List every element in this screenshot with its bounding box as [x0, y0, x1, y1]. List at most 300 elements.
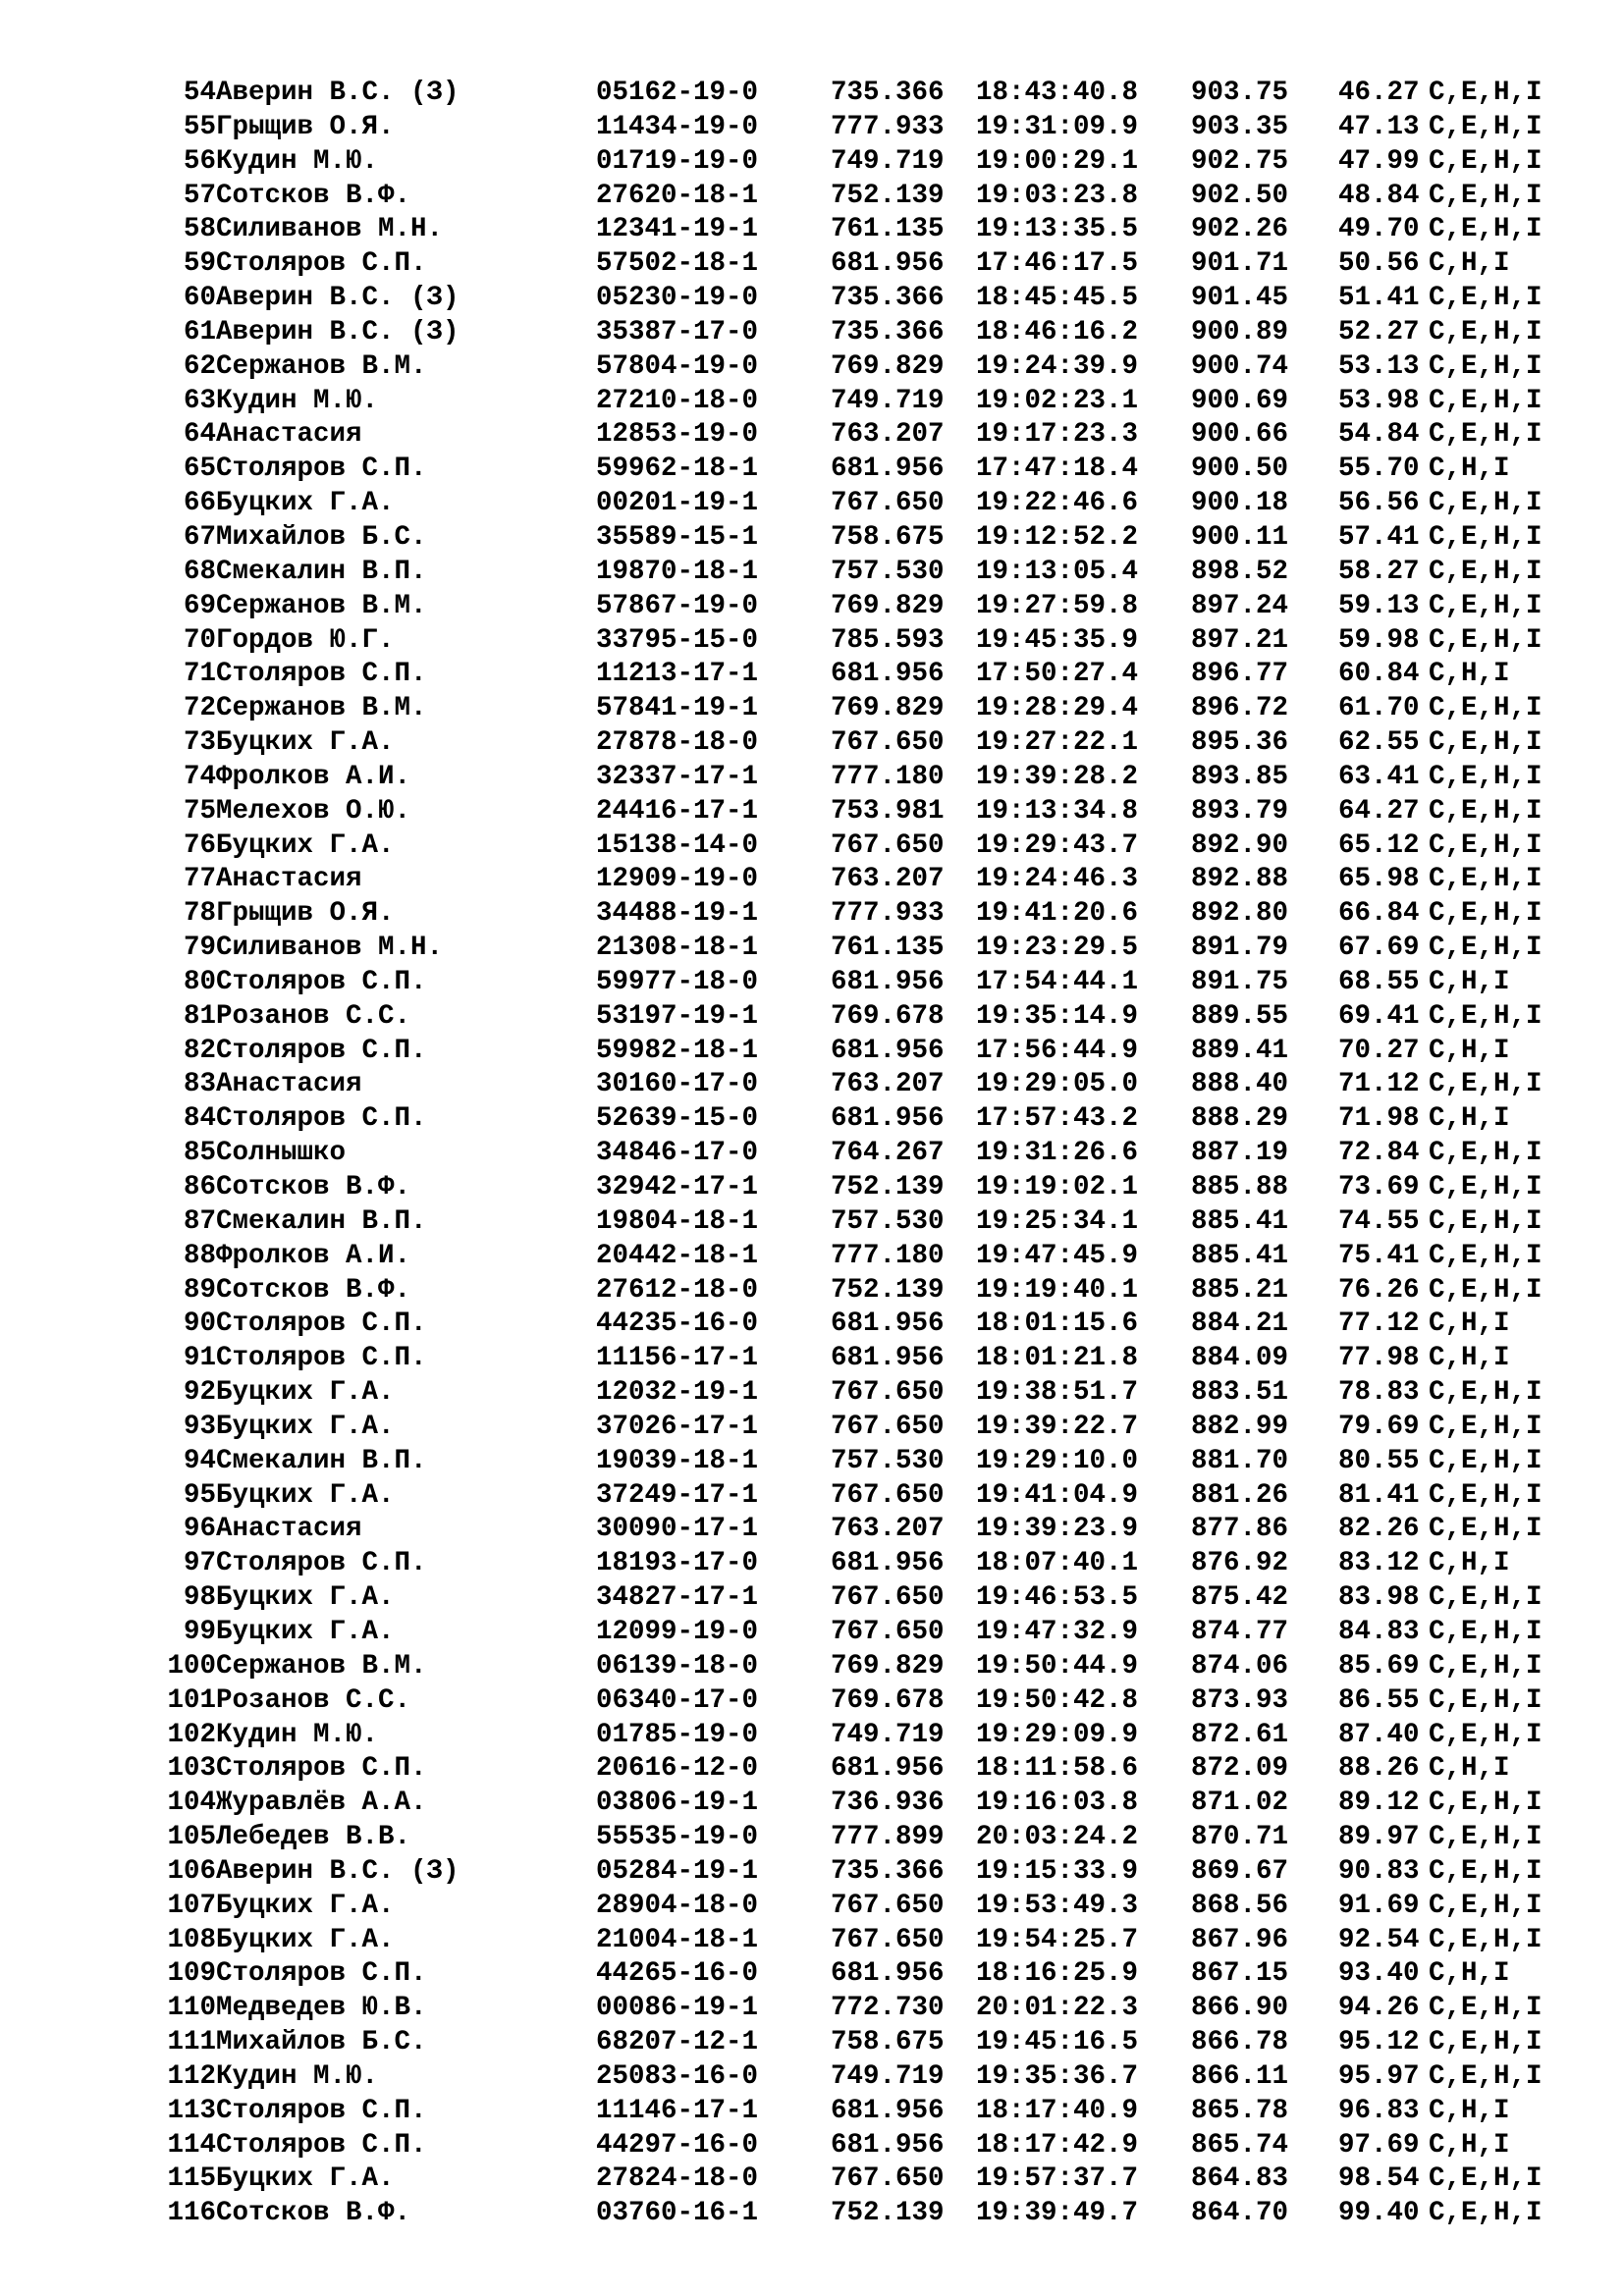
arrival-time: 19:47:45.9: [976, 1240, 1139, 1271]
position-number: 99: [183, 1616, 216, 1647]
distance-km: 777.899: [831, 1822, 945, 1853]
flags: C,E,H,I: [1429, 1138, 1543, 1169]
participant-name: Буцких Г.А.: [216, 2163, 395, 2195]
distance-km: 758.675: [831, 2027, 945, 2058]
distance-km: 767.650: [831, 1411, 945, 1442]
flags: C,E,H,I: [1429, 1514, 1543, 1545]
points: 73.69: [1338, 1172, 1420, 1202]
flags: C,E,H,I: [1429, 761, 1543, 792]
position-number: 102: [167, 1719, 216, 1750]
participant-name: Фролков А.И.: [216, 1240, 411, 1271]
flags: C,E,H,I: [1429, 385, 1543, 416]
points: 71.12: [1338, 1069, 1420, 1100]
speed-m-per-min: 900.11: [1191, 521, 1289, 553]
participant-name: Столяров С.П.: [216, 1958, 427, 1990]
position-number: 116: [167, 2198, 216, 2229]
speed-m-per-min: 885.41: [1191, 1240, 1289, 1271]
distance-km: 749.719: [831, 2060, 945, 2092]
distance-km: 767.650: [831, 1616, 945, 1647]
flags: C,E,H,I: [1429, 521, 1543, 553]
arrival-time: 19:27:22.1: [976, 727, 1139, 759]
ring-number: 12853-19-0: [596, 419, 759, 451]
position-number: 107: [167, 1890, 216, 1921]
points: 65.98: [1338, 864, 1420, 895]
points: 83.98: [1338, 1582, 1420, 1614]
points: 94.26: [1338, 1993, 1420, 2024]
speed-m-per-min: 902.75: [1191, 145, 1289, 177]
flags: C,E,H,I: [1429, 1445, 1543, 1476]
position-number: 100: [167, 1650, 216, 1682]
participant-name: Кудин М.Ю.: [216, 2060, 379, 2092]
flags: C,E,H,I: [1429, 829, 1543, 861]
points: 59.13: [1338, 590, 1420, 621]
arrival-time: 19:29:10.0: [976, 1445, 1139, 1476]
ring-number: 27620-18-1: [596, 180, 759, 211]
ring-number: 33795-15-0: [596, 624, 759, 656]
ring-number: 57502-18-1: [596, 248, 759, 280]
distance-km: 752.139: [831, 180, 945, 211]
speed-m-per-min: 866.11: [1191, 2060, 1289, 2092]
distance-km: 767.650: [831, 2163, 945, 2195]
points: 77.12: [1338, 1308, 1420, 1340]
speed-m-per-min: 888.40: [1191, 1069, 1289, 1100]
flags: C,E,H,I: [1429, 624, 1543, 656]
flags: C,E,H,I: [1429, 933, 1543, 964]
points: 80.55: [1338, 1445, 1420, 1476]
ring-number: 27210-18-0: [596, 385, 759, 416]
flags: C,E,H,I: [1429, 1855, 1543, 1887]
arrival-time: 17:56:44.9: [976, 1035, 1139, 1066]
position-number: 92: [183, 1377, 216, 1409]
speed-m-per-min: 871.02: [1191, 1788, 1289, 1819]
arrival-time: 19:12:52.2: [976, 521, 1139, 553]
arrival-time: 18:43:40.8: [976, 78, 1139, 108]
arrival-time: 19:47:32.9: [976, 1616, 1139, 1647]
flags: C,E,H,I: [1429, 1993, 1543, 2024]
distance-km: 681.956: [831, 2095, 945, 2126]
speed-m-per-min: 881.26: [1191, 1479, 1289, 1511]
arrival-time: 19:29:09.9: [976, 1719, 1139, 1750]
ring-number: 19870-18-1: [596, 556, 759, 587]
points: 95.12: [1338, 2027, 1420, 2058]
participant-name: Кудин М.Ю.: [216, 1719, 379, 1750]
ring-number: 37249-17-1: [596, 1479, 759, 1511]
arrival-time: 19:17:23.3: [976, 419, 1139, 451]
position-number: 114: [167, 2129, 216, 2161]
flags: C,H,I: [1429, 1308, 1510, 1340]
ring-number: 18193-17-0: [596, 1548, 759, 1579]
arrival-time: 19:19:40.1: [976, 1274, 1139, 1306]
arrival-time: 19:24:46.3: [976, 864, 1139, 895]
distance-km: 681.956: [831, 966, 945, 997]
position-number: 68: [183, 556, 216, 587]
flags: C,E,H,I: [1429, 1582, 1543, 1614]
participant-name: Буцких Г.А.: [216, 1616, 395, 1647]
arrival-time: 18:17:40.9: [976, 2095, 1139, 2126]
participant-name: Буцких Г.А.: [216, 1924, 395, 1955]
speed-m-per-min: 903.75: [1191, 78, 1289, 108]
participant-name: Анастасия: [216, 1069, 362, 1100]
arrival-time: 19:25:34.1: [976, 1205, 1139, 1237]
position-number: 93: [183, 1411, 216, 1442]
ring-number: 19039-18-1: [596, 1445, 759, 1476]
speed-m-per-min: 889.55: [1191, 1000, 1289, 1032]
ring-number: 01719-19-0: [596, 145, 759, 177]
participant-name: Буцких Г.А.: [216, 829, 395, 861]
distance-km: 757.530: [831, 1205, 945, 1237]
points: 93.40: [1338, 1958, 1420, 1990]
arrival-time: 19:46:53.5: [976, 1582, 1139, 1614]
participant-name: Смекалин В.П.: [216, 556, 427, 587]
distance-km: 681.956: [831, 1343, 945, 1374]
distance-km: 681.956: [831, 1035, 945, 1066]
position-number: 105: [167, 1822, 216, 1853]
speed-m-per-min: 887.19: [1191, 1138, 1289, 1169]
speed-m-per-min: 901.71: [1191, 248, 1289, 280]
participant-name: Смекалин В.П.: [216, 1205, 427, 1237]
position-number: 82: [183, 1035, 216, 1066]
flags: C,E,H,I: [1429, 488, 1543, 519]
speed-m-per-min: 874.06: [1191, 1650, 1289, 1682]
position-number: 87: [183, 1205, 216, 1237]
speed-m-per-min: 884.21: [1191, 1308, 1289, 1340]
participant-name: Грыщив О.Я.: [216, 898, 395, 930]
position-number: 72: [183, 693, 216, 724]
position-number: 111: [167, 2027, 216, 2058]
speed-m-per-min: 892.90: [1191, 829, 1289, 861]
points: 66.84: [1338, 898, 1420, 930]
flags: C,H,I: [1429, 248, 1510, 280]
ring-number: 32337-17-1: [596, 761, 759, 792]
flags: C,H,I: [1429, 1958, 1510, 1990]
distance-km: 767.650: [831, 727, 945, 759]
arrival-time: 19:41:20.6: [976, 898, 1139, 930]
points: 52.27: [1338, 316, 1420, 347]
position-number: 98: [183, 1582, 216, 1614]
points: 70.27: [1338, 1035, 1420, 1066]
ring-number: 44265-16-0: [596, 1958, 759, 1990]
flags: C,E,H,I: [1429, 1411, 1543, 1442]
flags: C,E,H,I: [1429, 1616, 1543, 1647]
distance-km: 777.180: [831, 761, 945, 792]
points: 65.12: [1338, 829, 1420, 861]
ring-number: 11156-17-1: [596, 1343, 759, 1374]
ring-number: 12909-19-0: [596, 864, 759, 895]
flags: C,E,H,I: [1429, 1719, 1543, 1750]
points: 89.97: [1338, 1822, 1420, 1853]
speed-m-per-min: 876.92: [1191, 1548, 1289, 1579]
ring-number: 52639-15-0: [596, 1103, 759, 1135]
ring-number: 19804-18-1: [596, 1205, 759, 1237]
speed-m-per-min: 868.56: [1191, 1890, 1289, 1921]
flags: C,E,H,I: [1429, 419, 1543, 451]
speed-m-per-min: 872.09: [1191, 1753, 1289, 1785]
position-number: 62: [183, 350, 216, 382]
arrival-time: 19:29:43.7: [976, 829, 1139, 861]
position-number: 58: [183, 214, 216, 245]
points: 51.41: [1338, 283, 1420, 314]
ring-number: 68207-12-1: [596, 2027, 759, 2058]
ring-number: 34846-17-0: [596, 1138, 759, 1169]
position-number: 85: [183, 1138, 216, 1169]
distance-km: 763.207: [831, 864, 945, 895]
points: 59.98: [1338, 624, 1420, 656]
distance-km: 777.933: [831, 111, 945, 142]
ring-number: 20442-18-1: [596, 1240, 759, 1271]
speed-m-per-min: 897.21: [1191, 624, 1289, 656]
distance-km: 681.956: [831, 1753, 945, 1785]
ring-number: 27824-18-0: [596, 2163, 759, 2195]
participant-name: Анастасия: [216, 419, 362, 451]
position-number: 78: [183, 898, 216, 930]
points: 85.69: [1338, 1650, 1420, 1682]
flags: C,H,I: [1429, 1103, 1510, 1135]
flags: C,E,H,I: [1429, 180, 1543, 211]
flags: C,E,H,I: [1429, 1069, 1543, 1100]
speed-m-per-min: 892.80: [1191, 898, 1289, 930]
points: 88.26: [1338, 1753, 1420, 1785]
participant-name: Медведев Ю.В.: [216, 1993, 427, 2024]
flags: C,E,H,I: [1429, 1684, 1543, 1716]
distance-km: 735.366: [831, 316, 945, 347]
ring-number: 34827-17-1: [596, 1582, 759, 1614]
distance-km: 681.956: [831, 1958, 945, 1990]
arrival-time: 18:16:25.9: [976, 1958, 1139, 1990]
position-number: 76: [183, 829, 216, 861]
distance-km: 767.650: [831, 1890, 945, 1921]
distance-km: 753.981: [831, 795, 945, 827]
arrival-time: 19:39:49.7: [976, 2198, 1139, 2229]
flags: C,H,I: [1429, 1035, 1510, 1066]
speed-m-per-min: 893.85: [1191, 761, 1289, 792]
arrival-time: 18:17:42.9: [976, 2129, 1139, 2161]
points: 87.40: [1338, 1719, 1420, 1750]
points: 98.54: [1338, 2163, 1420, 2195]
ring-number: 11213-17-1: [596, 659, 759, 690]
flags: C,E,H,I: [1429, 78, 1543, 108]
speed-m-per-min: 897.24: [1191, 590, 1289, 621]
points: 56.56: [1338, 488, 1420, 519]
participant-name: Аверин В.С. (З): [216, 316, 460, 347]
participant-name: Столяров С.П.: [216, 1548, 427, 1579]
points: 54.84: [1338, 419, 1420, 451]
points: 53.98: [1338, 385, 1420, 416]
position-number: 70: [183, 624, 216, 656]
points: 83.12: [1338, 1548, 1420, 1579]
participant-name: Сотсков В.Ф.: [216, 2198, 411, 2229]
flags: C,E,H,I: [1429, 864, 1543, 895]
distance-km: 752.139: [831, 1172, 945, 1202]
distance-km: 735.366: [831, 78, 945, 108]
distance-km: 777.180: [831, 1240, 945, 1271]
participant-name: Розанов С.С.: [216, 1000, 411, 1032]
position-number: 89: [183, 1274, 216, 1306]
arrival-time: 17:47:18.4: [976, 454, 1139, 485]
points: 55.70: [1338, 454, 1420, 485]
distance-km: 736.936: [831, 1788, 945, 1819]
points: 50.56: [1338, 248, 1420, 280]
ring-number: 05162-19-0: [596, 78, 759, 108]
distance-km: 681.956: [831, 1548, 945, 1579]
participant-name: Столяров С.П.: [216, 248, 427, 280]
participant-name: Столяров С.П.: [216, 1103, 427, 1135]
ring-number: 37026-17-1: [596, 1411, 759, 1442]
distance-km: 763.207: [831, 1069, 945, 1100]
points: 47.13: [1338, 111, 1420, 142]
participant-name: Буцких Г.А.: [216, 1377, 395, 1409]
flags: C,H,I: [1429, 1753, 1510, 1785]
points: 64.27: [1338, 795, 1420, 827]
ring-number: 03806-19-1: [596, 1788, 759, 1819]
position-number: 55: [183, 111, 216, 142]
speed-m-per-min: 900.66: [1191, 419, 1289, 451]
arrival-time: 20:01:22.3: [976, 1993, 1139, 2024]
points: 49.70: [1338, 214, 1420, 245]
arrival-time: 18:46:16.2: [976, 316, 1139, 347]
ring-number: 05284-19-1: [596, 1855, 759, 1887]
arrival-time: 19:41:04.9: [976, 1479, 1139, 1511]
flags: C,H,I: [1429, 2095, 1510, 2126]
points: 57.41: [1338, 521, 1420, 553]
speed-m-per-min: 866.78: [1191, 2027, 1289, 2058]
participant-name: Анастасия: [216, 864, 362, 895]
arrival-time: 19:50:42.8: [976, 1684, 1139, 1716]
distance-km: 769.829: [831, 1650, 945, 1682]
speed-m-per-min: 881.70: [1191, 1445, 1289, 1476]
points: 79.69: [1338, 1411, 1420, 1442]
distance-km: 777.933: [831, 898, 945, 930]
distance-km: 735.366: [831, 283, 945, 314]
points: 47.99: [1338, 145, 1420, 177]
ring-number: 27878-18-0: [596, 727, 759, 759]
points: 95.97: [1338, 2060, 1420, 2092]
arrival-time: 19:16:03.8: [976, 1788, 1139, 1819]
points: 75.41: [1338, 1240, 1420, 1271]
participant-name: Смекалин В.П.: [216, 1445, 427, 1476]
speed-m-per-min: 872.61: [1191, 1719, 1289, 1750]
speed-m-per-min: 896.72: [1191, 693, 1289, 724]
position-number: 109: [167, 1958, 216, 1990]
position-number: 57: [183, 180, 216, 211]
distance-km: 735.366: [831, 1855, 945, 1887]
position-number: 67: [183, 521, 216, 553]
position-number: 90: [183, 1308, 216, 1340]
position-number: 108: [167, 1924, 216, 1955]
ring-number: 12032-19-1: [596, 1377, 759, 1409]
position-number: 73: [183, 727, 216, 759]
flags: C,E,H,I: [1429, 1274, 1543, 1306]
speed-m-per-min: 893.79: [1191, 795, 1289, 827]
points: 68.55: [1338, 966, 1420, 997]
position-number: 60: [183, 283, 216, 314]
arrival-time: 19:35:36.7: [976, 2060, 1139, 2092]
ring-number: 25083-16-0: [596, 2060, 759, 2092]
distance-km: 763.207: [831, 419, 945, 451]
position-number: 106: [167, 1855, 216, 1887]
position-number: 95: [183, 1479, 216, 1511]
participant-name: Аверин В.С. (З): [216, 283, 460, 314]
speed-m-per-min: 873.93: [1191, 1684, 1289, 1716]
ring-number: 55535-19-0: [596, 1822, 759, 1853]
distance-km: 767.650: [831, 1924, 945, 1955]
flags: C,E,H,I: [1429, 1205, 1543, 1237]
distance-km: 769.829: [831, 590, 945, 621]
participant-name: Журавлёв А.А.: [216, 1788, 427, 1819]
participant-name: Столяров С.П.: [216, 2129, 427, 2161]
speed-m-per-min: 884.09: [1191, 1343, 1289, 1374]
points: 74.55: [1338, 1205, 1420, 1237]
distance-km: 772.730: [831, 1993, 945, 2024]
flags: C,E,H,I: [1429, 1240, 1543, 1271]
position-number: 59: [183, 248, 216, 280]
distance-km: 767.650: [831, 1377, 945, 1409]
distance-km: 681.956: [831, 2129, 945, 2161]
position-number: 113: [167, 2095, 216, 2126]
speed-m-per-min: 870.71: [1191, 1822, 1289, 1853]
points: 63.41: [1338, 761, 1420, 792]
position-number: 97: [183, 1548, 216, 1579]
speed-m-per-min: 900.69: [1191, 385, 1289, 416]
arrival-time: 19:27:59.8: [976, 590, 1139, 621]
distance-km: 785.593: [831, 624, 945, 656]
distance-km: 757.530: [831, 1445, 945, 1476]
participant-name: Аверин В.С. (З): [216, 1855, 460, 1887]
flags: C,E,H,I: [1429, 1172, 1543, 1202]
speed-m-per-min: 898.52: [1191, 556, 1289, 587]
speed-m-per-min: 877.86: [1191, 1514, 1289, 1545]
participant-name: Михайлов Б.С.: [216, 2027, 427, 2058]
arrival-time: 19:29:05.0: [976, 1069, 1139, 1100]
flags: C,E,H,I: [1429, 898, 1543, 930]
participant-name: Силиванов М.Н.: [216, 214, 444, 245]
speed-m-per-min: 889.41: [1191, 1035, 1289, 1066]
position-number: 88: [183, 1240, 216, 1271]
ring-number: 00086-19-1: [596, 1993, 759, 2024]
flags: C,E,H,I: [1429, 145, 1543, 177]
position-number: 91: [183, 1343, 216, 1374]
distance-km: 749.719: [831, 145, 945, 177]
points: 97.69: [1338, 2129, 1420, 2161]
points: 71.98: [1338, 1103, 1420, 1135]
speed-m-per-min: 883.51: [1191, 1377, 1289, 1409]
distance-km: 767.650: [831, 1479, 945, 1511]
participant-name: Буцких Г.А.: [216, 1479, 395, 1511]
speed-m-per-min: 903.35: [1191, 111, 1289, 142]
arrival-time: 19:39:22.7: [976, 1411, 1139, 1442]
arrival-time: 20:03:24.2: [976, 1822, 1139, 1853]
position-number: 79: [183, 933, 216, 964]
participant-name: Розанов С.С.: [216, 1684, 411, 1716]
participant-name: Столяров С.П.: [216, 1753, 427, 1785]
position-number: 66: [183, 488, 216, 519]
distance-km: 681.956: [831, 248, 945, 280]
distance-km: 761.135: [831, 933, 945, 964]
arrival-time: 19:15:33.9: [976, 1855, 1139, 1887]
participant-name: Столяров С.П.: [216, 2095, 427, 2126]
participant-name: Столяров С.П.: [216, 454, 427, 485]
points: 60.84: [1338, 659, 1420, 690]
position-number: 84: [183, 1103, 216, 1135]
flags: C,E,H,I: [1429, 1377, 1543, 1409]
participant-name: Кудин М.Ю.: [216, 385, 379, 416]
flags: C,E,H,I: [1429, 1788, 1543, 1819]
ring-number: 21308-18-1: [596, 933, 759, 964]
flags: C,E,H,I: [1429, 1650, 1543, 1682]
position-number: 65: [183, 454, 216, 485]
speed-m-per-min: 875.42: [1191, 1582, 1289, 1614]
position-number: 77: [183, 864, 216, 895]
arrival-time: 19:24:39.9: [976, 350, 1139, 382]
